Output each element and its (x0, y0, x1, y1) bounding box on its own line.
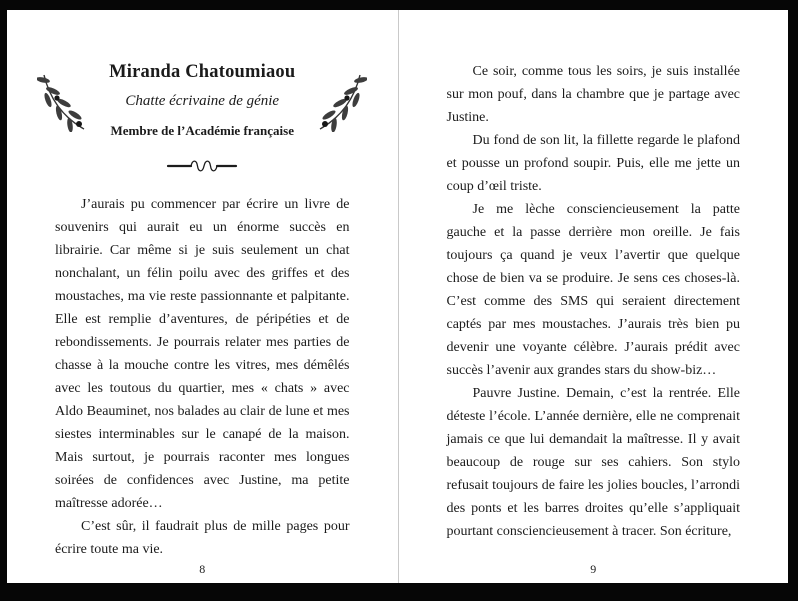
paragraph: C’est sûr, il faudrait plus de mille pages pour écrire toute ma vie. (55, 519, 350, 557)
olive-branch-right-icon (317, 70, 367, 132)
paragraph: J’aurais pu commencer par écrire un livre de souvenirs qui aurait eu un énorme succès en librairie. Car même si je suis seulement un chat nonchalant, un félin poilu avec des griffes et des moustaches, ma vie reste passionnante et palpitante. Elle est remplie d’aventures, de péripéties et de rebondissements. Je pourrais relater mes parties de chasse à la mouche contre les vitres, mes démêlés avec les toutous du quartier, mes « chats » avec Aldo Beauminet, nos balades au clair de lune et mes siestes interminables sur le canapé de la maison. Mais surtout, je pourrais raconter mes longues soirées de confidences avec Justine, ma petite maîtresse adorée… (55, 197, 350, 511)
page-left (7, 10, 398, 583)
left-page-text (7, 193, 398, 561)
chapter-title: Miranda Chatoumiaou (109, 62, 296, 82)
chapter-subtitle: Chatte écrivaine de génie (125, 93, 280, 109)
paragraph: Ce soir, comme tous les soirs, je suis installée sur mon pouf, dans la chambre que je partage avec Justine. (446, 64, 740, 125)
chapter-heading (7, 10, 398, 173)
page-right (398, 10, 789, 583)
heading-text (91, 62, 313, 139)
open-pages (7, 10, 788, 583)
olive-branch-left-icon (37, 70, 87, 132)
paragraph: Je me lèche consciencieusement la patte gauche et la passe derrière mon oreille. Je fais toujours ça quand je veux l’avertir que quelque chose de bien va se produire. Je sens ces choses-là. C’est comme des SMS qui seraient directement captés par mes moustaches. J’aurais très bien pu devenir une voyante célèbre. J’aurais prédit avec succès l’avenir aux grandes stars du show-biz… (446, 202, 740, 378)
right-page-text (399, 10, 789, 543)
paragraph: Du fond de son lit, la fillette regarde le plafond et pousse un profond soupir. Puis, elle me jette un coup d’œil triste. (446, 133, 740, 194)
heading-row (7, 62, 398, 139)
paragraph: Pauvre Justine. Demain, c’est la rentrée. Elle déteste l’école. L’année dernière, elle ne comprenait jamais ce que lui demandait la maîtresse. Il y avait beaucoup de rouge sur ses cahiers. Son stylo refusait toujours de faire les jolies boucles, l’arrondi des ponts et les barres droites qu’elle s’appliquait pourtant consciencieusement à tracer. Son écriture, (446, 386, 740, 539)
chapter-affiliation: Membre de l’Académie française (110, 123, 294, 138)
page-number-left: 8 (199, 562, 206, 576)
page-number-right: 9 (590, 562, 597, 576)
squiggle-divider-icon (7, 159, 398, 173)
